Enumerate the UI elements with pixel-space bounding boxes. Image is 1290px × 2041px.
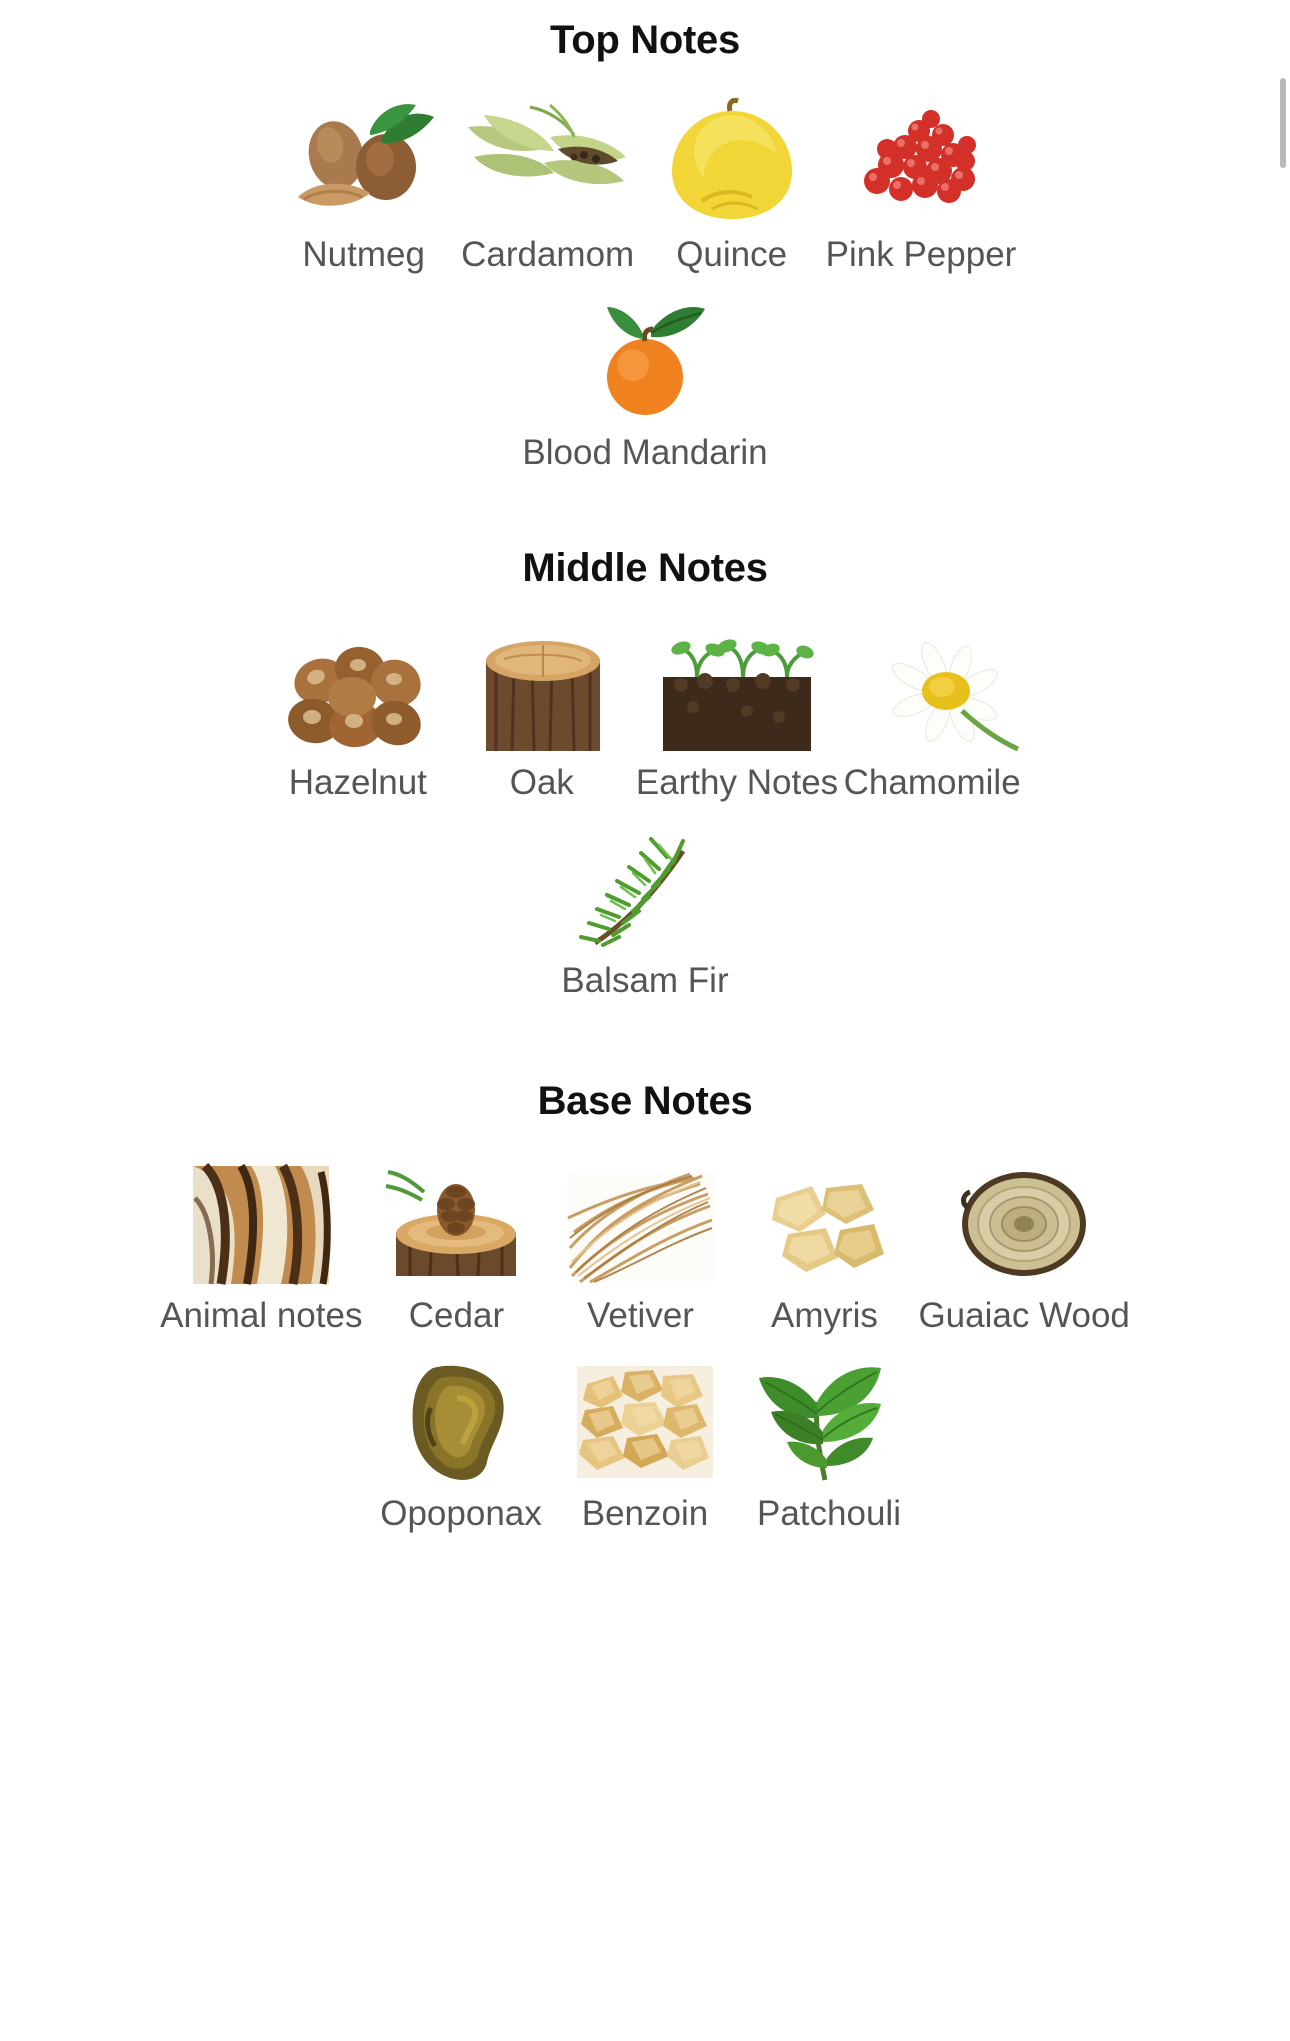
- earthy-notes-image: [647, 625, 827, 755]
- note-label: Earthy Notes: [635, 762, 839, 802]
- scrollbar-thumb[interactable]: [1280, 78, 1286, 168]
- note-item-cedar[interactable]: [366, 1158, 546, 1336]
- note-item-patchouli[interactable]: [739, 1356, 919, 1534]
- note-label: Vetiver: [586, 1296, 694, 1335]
- section-title-top-notes: Top Notes: [550, 18, 740, 62]
- note-item-balsam-fir[interactable]: [555, 823, 735, 1001]
- note-label: Chamomile: [843, 762, 1021, 802]
- opoponax-image: [371, 1356, 551, 1486]
- note-label: Oak: [509, 762, 574, 802]
- amyris-image: [734, 1158, 914, 1288]
- note-label: Quince: [676, 235, 788, 274]
- fragrance-notes-page: [0, 18, 1290, 1535]
- note-item-oak[interactable]: [452, 625, 632, 803]
- benzoin-image: [555, 1356, 735, 1486]
- section-title-base-notes: Base Notes: [537, 1079, 753, 1123]
- note-item-cardamom[interactable]: [458, 97, 638, 275]
- note-item-guaiac-wood[interactable]: [918, 1158, 1129, 1336]
- notes-row: [0, 823, 1290, 1001]
- note-label: Hazelnut: [288, 762, 427, 802]
- note-label: Guaiac Wood: [918, 1296, 1130, 1335]
- chamomile-image: [842, 625, 1022, 755]
- note-label: Amyris: [770, 1296, 878, 1335]
- animal-notes-image: [171, 1158, 351, 1288]
- note-item-earthy-notes[interactable]: [636, 625, 838, 803]
- blood-mandarin-image: [555, 295, 735, 425]
- note-item-nutmeg[interactable]: [274, 97, 454, 275]
- oak-image: [452, 625, 632, 755]
- note-item-opoponax[interactable]: [371, 1356, 551, 1534]
- note-item-vetiver[interactable]: [550, 1158, 730, 1336]
- note-item-animal-notes[interactable]: [160, 1158, 362, 1336]
- notes-row: [0, 625, 1290, 803]
- notes-row: [0, 295, 1290, 473]
- notes-row: [0, 1356, 1290, 1534]
- note-label: Animal notes: [160, 1296, 363, 1335]
- guaiac-wood-image: [934, 1158, 1114, 1288]
- note-label: Cedar: [408, 1296, 505, 1335]
- note-label: Balsam Fir: [561, 960, 729, 1000]
- note-item-hazelnut[interactable]: [268, 625, 448, 803]
- note-label: Blood Mandarin: [522, 433, 768, 473]
- note-label: Nutmeg: [302, 235, 425, 274]
- note-label: Opoponax: [380, 1494, 542, 1534]
- notes-row: [0, 97, 1290, 275]
- note-item-benzoin[interactable]: [555, 1356, 735, 1534]
- note-label: Benzoin: [581, 1494, 709, 1534]
- cedar-image: [366, 1158, 546, 1288]
- vetiver-image: [550, 1158, 730, 1288]
- note-item-pink-pepper[interactable]: [826, 97, 1017, 275]
- note-item-blood-mandarin[interactable]: [522, 295, 767, 473]
- note-label: Pink Pepper: [825, 235, 1017, 274]
- pink-pepper-image: [831, 97, 1011, 227]
- hazelnut-image: [268, 625, 448, 755]
- patchouli-image: [739, 1356, 919, 1486]
- section-title-middle-notes: Middle Notes: [522, 545, 768, 590]
- note-item-chamomile[interactable]: [842, 625, 1022, 803]
- balsam-fir-image: [555, 823, 735, 953]
- quince-image: [642, 97, 822, 227]
- note-item-quince[interactable]: [642, 97, 822, 275]
- nutmeg-image: [274, 97, 454, 227]
- note-label: Patchouli: [757, 1494, 901, 1534]
- notes-row: [0, 1158, 1290, 1336]
- note-label: Cardamom: [461, 235, 635, 274]
- cardamom-image: [458, 97, 638, 227]
- note-item-amyris[interactable]: [734, 1158, 914, 1336]
- vertical-scrollbar[interactable]: [1278, 18, 1290, 2041]
